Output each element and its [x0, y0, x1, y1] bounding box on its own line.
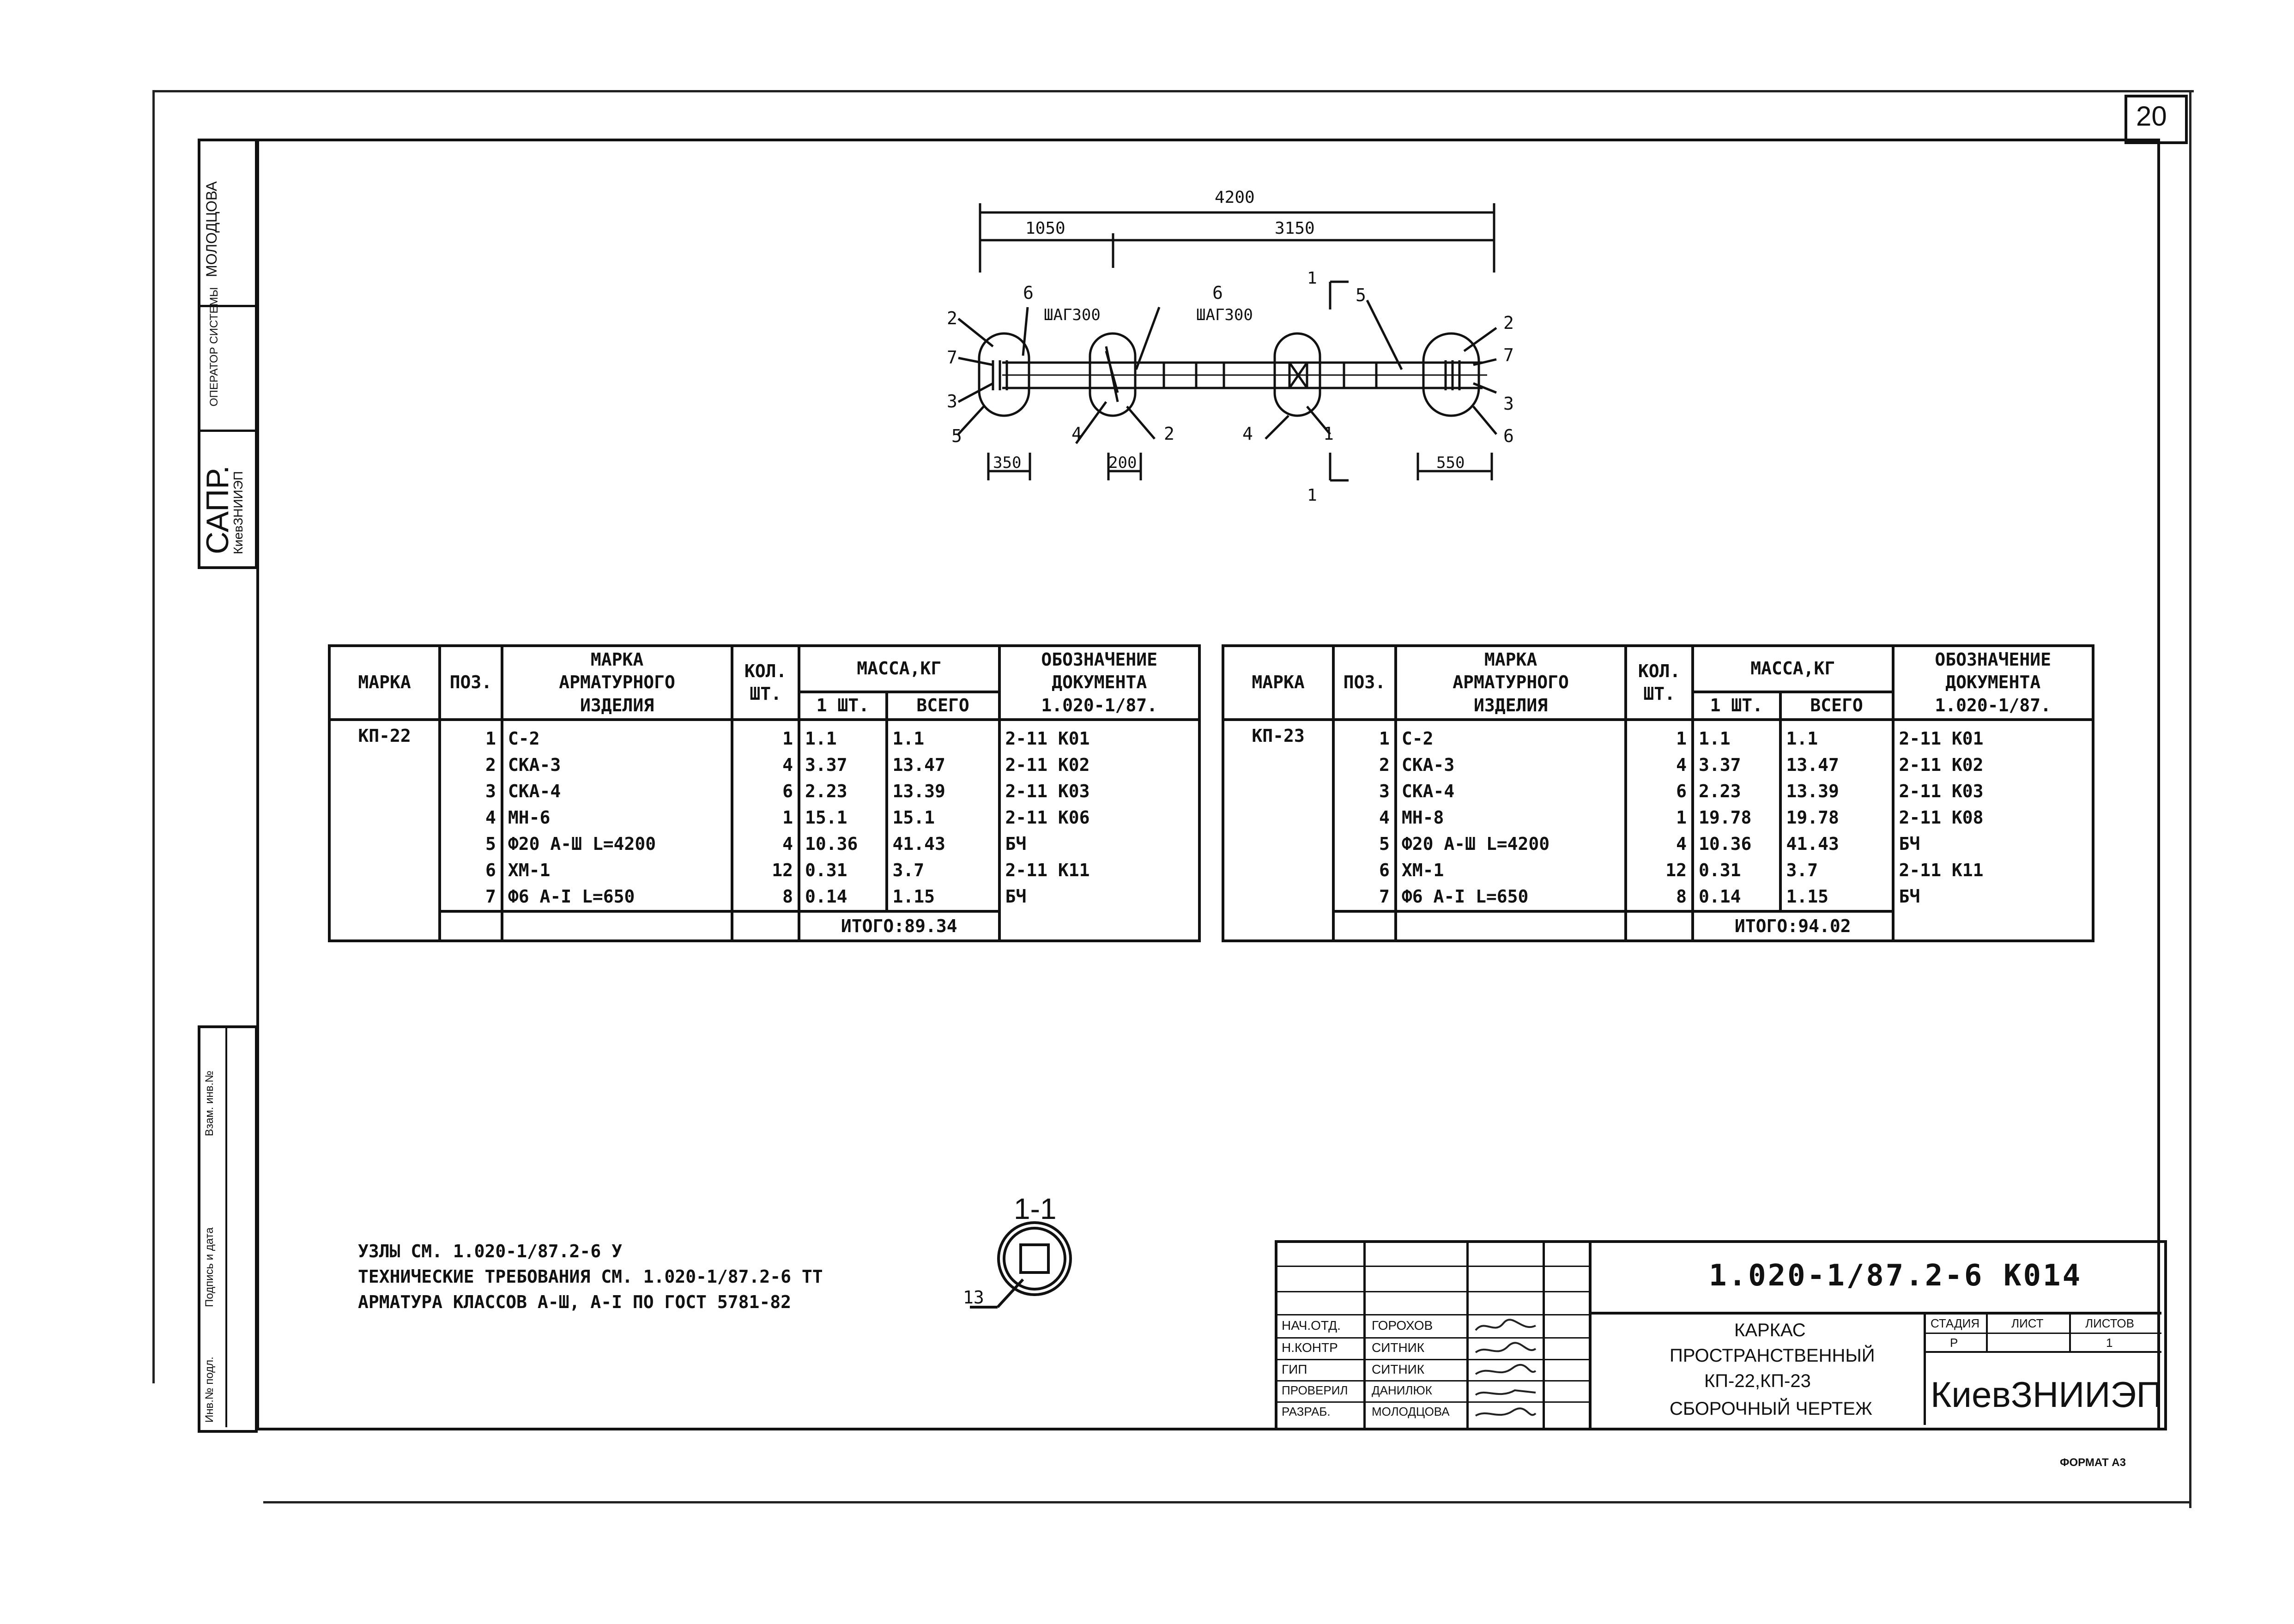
operator-name: МОЛОДЦОВА [203, 181, 220, 277]
stage-value: Р [1950, 1336, 1958, 1350]
title-grid [1589, 1312, 2161, 1315]
callout-label: 7 [947, 347, 957, 368]
col-arm: МАРКА АРМАТУРНОГО ИЗДЕЛИЯ [502, 646, 732, 720]
doc-cell: 2-11 К01 2-11 К02 2-11 К03 2-11 К08 БЧ 2-11 К11 БЧ [1893, 720, 2094, 941]
kol-cell: 1 4 6 1 4 12 8 [732, 720, 799, 911]
one-cell: 1.1 3.37 2.23 19.78 10.36 0.31 0.14 [1693, 720, 1780, 911]
callout-label: 6 [1503, 426, 1514, 446]
col-doc: ОБОЗНАЧЕНИЕ ДОКУМЕНТА 1.020-1/87. [999, 646, 1200, 720]
col-massa: МАССА,КГ [799, 646, 999, 692]
sheet-value: 1 [2106, 1336, 2113, 1350]
col-total: ВСЕГО [1780, 692, 1893, 720]
callout-label: 2 [1164, 424, 1174, 444]
callout-label: 2 [1503, 313, 1514, 333]
drawing-code: 1.020-1/87.2-6 К014 [1709, 1259, 2082, 1293]
spec-table-kp23 [1222, 644, 2094, 942]
title-line: СБОРОЧНЫЙ ЧЕРТЕЖ [1670, 1399, 1872, 1419]
callout-label: 3 [947, 391, 957, 412]
title-line: КП-22,КП-23 [1704, 1371, 1811, 1391]
sign-date-label: Подпись и дата [203, 1227, 216, 1307]
col-doc: ОБОЗНАЧЕНИЕ ДОКУМЕНТА 1.020-1/87. [1893, 646, 2094, 720]
sheet-number: 20 [2136, 101, 2167, 132]
spec-table-kp22 [328, 644, 1201, 942]
col-arm: МАРКА АРМАТУРНОГО ИЗДЕЛИЯ [1396, 646, 1626, 720]
sheets-label: ЛИСТОВ [2085, 1316, 2134, 1330]
left-strip-divider [198, 430, 258, 432]
stage-grid [1924, 1333, 2161, 1334]
itogo-cell: ИТОГО:94.02 [1693, 911, 1893, 941]
col-one: 1 ШТ. [1693, 692, 1780, 720]
staff-role: НАЧ.ОТД. [1282, 1318, 1341, 1333]
callout-label: 2 [947, 308, 957, 328]
title-grid [1275, 1314, 1589, 1315]
staff-name: ГОРОХОВ [1372, 1318, 1433, 1333]
col-marka: МАРКА [329, 646, 440, 720]
table-marka: КП-23 [1223, 720, 1333, 941]
signatures [1471, 1316, 1540, 1427]
staff-name: СИТНИК [1372, 1362, 1425, 1376]
sheet-label: ЛИСТ [2011, 1316, 2044, 1330]
org-name: КиевЗНИИЭП [1931, 1374, 2162, 1415]
title-grid [1275, 1401, 1589, 1403]
callout-label: 5 [1356, 285, 1366, 305]
title-line: КАРКАС [1734, 1320, 1806, 1340]
title-grid [1275, 1380, 1589, 1382]
staff-role: ГИП [1282, 1362, 1307, 1376]
name-cell: С-2 СКА-3 СКА-4 МН-8 Ф20 А-Ш L=4200 ХМ-1 Ф6 А-I L=650 [1396, 720, 1626, 911]
staff-role: Н.КОНТР [1282, 1340, 1338, 1355]
poz-cell: 1 2 3 4 5 6 7 [1333, 720, 1396, 911]
section-callout: 13 [963, 1287, 984, 1308]
inv-label: Инв.№ подл. [203, 1357, 216, 1423]
title-grid [1275, 1266, 1589, 1267]
col-total: ВСЕГО [887, 692, 999, 720]
section-label: 1-1 [1014, 1192, 1057, 1225]
dim-total: 4200 [1215, 188, 1255, 207]
doc-cell: 2-11 К01 2-11 К02 2-11 К03 2-11 К06 БЧ 2-11 К11 БЧ [999, 720, 1200, 941]
callout-label: 5 [951, 426, 962, 446]
col-kol: КОЛ. ШТ. [732, 646, 799, 720]
left-strip-divider [198, 305, 258, 307]
title-grid [1275, 1337, 1589, 1339]
dim-200: 200 [1108, 454, 1137, 472]
title-grid [1275, 1291, 1589, 1292]
col-poz: ПОЗ. [440, 646, 502, 720]
stage-grid [1986, 1312, 1988, 1352]
dim-right: 3150 [1275, 219, 1315, 238]
staff-role: ПРОВЕРИЛ [1282, 1383, 1348, 1397]
operator-role: ОПЕРАТОР СИСТЕМЫ [208, 287, 220, 406]
col-poz: ПОЗ. [1333, 646, 1396, 720]
callout-label: 3 [1503, 394, 1514, 414]
itogo-cell: ИТОГО:89.34 [799, 911, 999, 941]
org-label-strip: КиевЗНИИЭП [231, 471, 245, 554]
dim-550: 550 [1436, 454, 1465, 472]
total-cell: 1.1 13.47 13.39 19.78 41.43 3.7 1.15 [1780, 720, 1893, 911]
callout-label: 6 [1023, 283, 1034, 303]
col-one: 1 ШТ. [799, 692, 887, 720]
one-cell: 1.1 3.37 2.23 15.1 10.36 0.31 0.14 [799, 720, 887, 911]
callout-label: 7 [1503, 345, 1514, 365]
note-line: УЗЛЫ СМ. 1.020-1/87.2-6 У [358, 1241, 622, 1261]
callout-label: 4 [1242, 424, 1253, 444]
callout-label: 6 [1212, 283, 1223, 303]
stage-grid [2069, 1312, 2071, 1352]
dim-350: 350 [993, 454, 1022, 472]
title-grid [1589, 1240, 1592, 1430]
outer-frame-bottom [263, 1501, 2191, 1503]
note-line: АРМАТУРА КЛАССОВ А-Ш, А-I ПО ГОСТ 5781-82 [358, 1292, 791, 1312]
col-kol: КОЛ. ШТ. [1626, 646, 1693, 720]
section-mark-bottom: 1 [1307, 486, 1317, 505]
sapr-label: САПР. [200, 465, 235, 554]
table-marka: КП-22 [329, 720, 440, 941]
staff-role: РАЗРАБ. [1282, 1405, 1331, 1418]
outer-frame-left [152, 90, 155, 1383]
callout-label: 1 [1323, 424, 1334, 444]
poz-cell: 1 2 3 4 5 6 7 [440, 720, 502, 911]
stage-label: СТАДИЯ [1931, 1316, 1980, 1330]
section-mark-top: 1 [1307, 269, 1317, 288]
total-cell: 1.1 13.47 13.39 15.1 41.43 3.7 1.15 [887, 720, 999, 911]
step-label-1: ШАГ300 [1044, 306, 1101, 324]
stage-grid [1924, 1351, 2161, 1353]
col-massa: МАССА,КГ [1693, 646, 1893, 692]
outer-frame-top [152, 90, 2194, 92]
name-cell: С-2 СКА-3 СКА-4 МН-6 Ф20 А-Ш L=4200 ХМ-1 Ф6 А-I L=650 [502, 720, 732, 911]
step-label-2: ШАГ300 [1196, 306, 1253, 324]
dim-left: 1050 [1025, 219, 1065, 238]
staff-name: СИТНИК [1372, 1340, 1425, 1355]
vzam-label: Взам. инв.№ [203, 1070, 216, 1136]
staff-name: МОЛОДЦОВА [1372, 1405, 1450, 1418]
stage-grid [1924, 1312, 1926, 1425]
callout-label: 4 [1071, 424, 1082, 444]
left-strip-vline [225, 1025, 227, 1427]
title-grid [1275, 1359, 1589, 1360]
title-line: ПРОСТРАНСТВЕННЫЙ [1670, 1345, 1875, 1366]
format-label: ФОРМАТ А3 [2060, 1456, 2126, 1469]
note-line: ТЕХНИЧЕСКИЕ ТРЕБОВАНИЯ СМ. 1.020-1/87.2-6 ТТ [358, 1266, 823, 1287]
kol-cell: 1 4 6 1 4 12 8 [1626, 720, 1693, 911]
outer-frame-right [2189, 90, 2191, 1508]
staff-name: ДАНИЛЮК [1372, 1383, 1432, 1397]
col-marka: МАРКА [1223, 646, 1333, 720]
